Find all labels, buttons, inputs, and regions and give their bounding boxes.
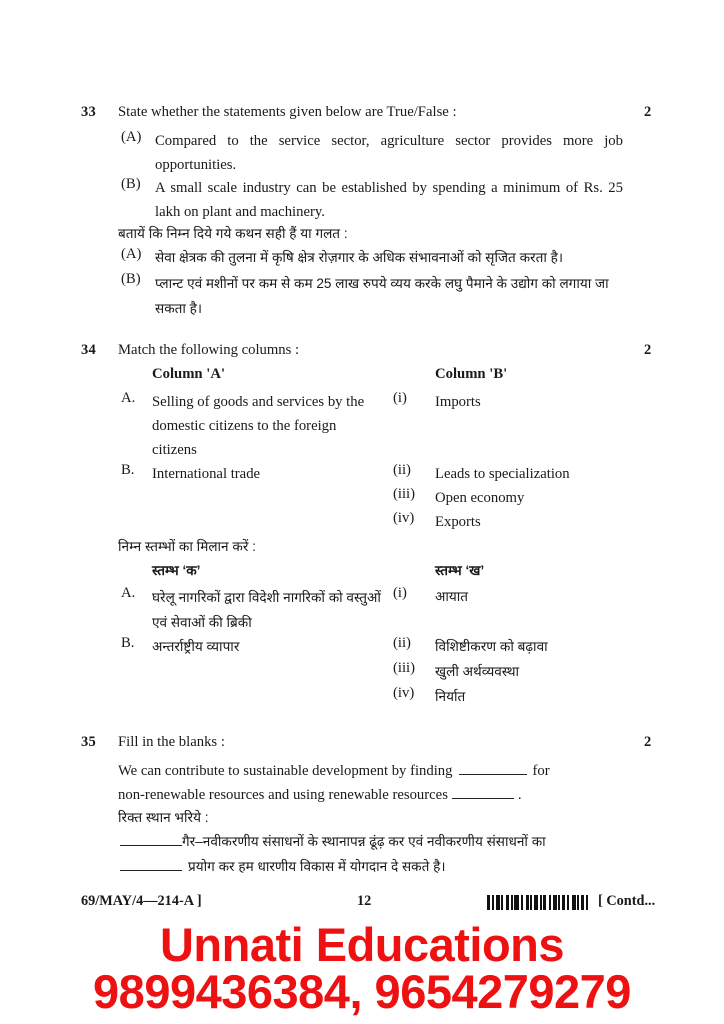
- question-34-col-b-item-2-text-hi: विशिष्टीकरण को बढ़ावा: [435, 639, 548, 654]
- question-35-line-1-text-a: We can contribute to sustainable development by finding: [118, 763, 453, 779]
- question-35-line-2-text-b: .: [517, 787, 522, 803]
- question-34-col-a-item-2-label-hi: B.: [121, 635, 135, 651]
- question-34-col-b-item-2-label-en: (ii): [393, 462, 411, 478]
- question-33-title-en: State whether the statements given below are True/False :: [118, 104, 457, 120]
- question-33-marks: 2: [644, 104, 652, 120]
- question-35-line-1-text-b: for: [532, 763, 550, 779]
- question-35-blank-3: [120, 833, 182, 846]
- question-33-item-b-text-en: A small scale industry can be established by spending a minimum of Rs. 25 lakh on plant and machinery.: [155, 180, 623, 220]
- question-35-line-2-hi-text: प्रयोग कर हम धारणीय विकास में योगदान दे सकते है।: [188, 859, 446, 874]
- question-35-body-line-1-hi: [120, 830, 625, 854]
- question-33-item-b-text-hi: प्लान्ट एवं मशीनों पर कम से कम 25 लाख रुपये व्यय करके लघु पैमाने के उद्योग को लगाया जा सकता है।: [155, 276, 609, 316]
- question-35-line-1-hi-text: गैर–नवीकरणीय संसाधनों के स्थानापन्न ढूंढ़ कर एवं नवीकरणीय संसाधनों का: [182, 834, 546, 849]
- question-33-item-a-text-hi: सेवा क्षेत्रक की तुलना में कृषि क्षेत्र रोज़गार के अधिक संभावनाओं को सृजित करता है।: [155, 250, 563, 265]
- question-34-col-b-item-2-text-en: Leads to specialization: [435, 466, 570, 482]
- question-34-col-b-item-4-text-hi: निर्यात: [435, 689, 466, 704]
- question-34-col-a-item-2-text-en: International trade: [152, 466, 261, 482]
- watermark-institute-name: Unnati Educations: [159, 918, 565, 971]
- question-35-number: 35: [81, 734, 96, 750]
- question-34-col-b-item-3-text-hi: खुली अर्थव्यवस्था: [435, 664, 520, 679]
- question-34-number: 34: [81, 342, 96, 358]
- question-35-blank-1: [459, 762, 527, 775]
- question-34-col-b-item-4-label-hi: (iv): [393, 685, 415, 701]
- question-35-blank-4: [120, 858, 182, 871]
- contd-label: [ Contd...: [598, 893, 656, 909]
- question-35-body-line-1-en: [118, 759, 623, 783]
- question-34-col-a-item-1-label-en: A.: [121, 390, 136, 406]
- question-35-title-hi: रिक्त स्थान भरिये :: [118, 810, 209, 825]
- question-34-col-a-item-1-text-en: Selling of goods and services by the domestic citizens to the foreign citizens: [152, 394, 365, 458]
- watermark-phone-numbers: 9899436384, 9654279279: [93, 965, 631, 1018]
- question-33-item-b-label-hi: (B): [121, 271, 141, 287]
- paper-code: 69/MAY/4—214-A ]: [81, 893, 202, 909]
- barcode: [487, 895, 591, 910]
- question-33-number: 33: [81, 104, 96, 120]
- question-35-body-line-2-en: [118, 783, 623, 807]
- question-33-item-a-label-en: (A): [121, 129, 142, 145]
- page-number: 12: [357, 893, 372, 909]
- question-34-col-b-item-4-label-en: (iv): [393, 510, 415, 526]
- question-34-col-b-item-2-label-hi: (ii): [393, 635, 411, 651]
- question-34-col-b-item-4-text-en: Exports: [435, 514, 481, 530]
- question-34-title-hi: निम्न स्तम्भों का मिलान करें :: [118, 539, 256, 554]
- question-34-col-b-item-1-label-hi: (i): [393, 585, 407, 601]
- question-33-item-a-text-en: Compared to the service sector, agriculture sector provides more job opportunities.: [155, 133, 623, 173]
- question-34-column-b-header-hi: स्तम्भ ‘ख’: [435, 563, 485, 578]
- question-34-col-b-item-3-label-hi: (iii): [393, 660, 416, 676]
- question-34-col-b-item-3-label-en: (iii): [393, 486, 416, 502]
- question-33-item-a-label-hi: (A): [121, 246, 142, 262]
- question-34-col-b-item-1-label-en: (i): [393, 390, 407, 406]
- question-35-line-2-text-a: non-renewable resources and using renewable resources: [118, 787, 448, 803]
- question-33-item-b-label-en: (B): [121, 176, 141, 192]
- question-34-col-a-item-1-text-hi: घरेलू नागरिकों द्वारा विदेशी नागरिकों को वस्तुओं एवं सेवाओं की ब्रिकी: [152, 590, 381, 630]
- question-34-col-a-item-2-text-hi: अन्तर्राष्ट्रीय व्यापार: [152, 639, 240, 654]
- question-34-col-b-item-1-text-hi: आयात: [435, 589, 469, 604]
- question-34-col-b-item-3-text-en: Open economy: [435, 490, 525, 506]
- question-34-col-b-item-1-text-en: Imports: [435, 394, 481, 410]
- question-34-marks: 2: [644, 342, 652, 358]
- question-34-column-b-header-en: Column 'B': [435, 366, 508, 382]
- question-34-title-en: Match the following columns :: [118, 342, 300, 358]
- question-35-marks: 2: [644, 734, 652, 750]
- question-35-body-line-2-hi: [120, 855, 625, 879]
- question-34-col-a-item-2-label-en: B.: [121, 462, 135, 478]
- question-35-blank-2: [452, 786, 514, 799]
- page-footer: [0, 893, 724, 915]
- question-34-col-a-item-1-label-hi: A.: [121, 585, 136, 601]
- question-33-title-hi: बतायें कि निम्न दिये गये कथन सही हैं या गलत :: [118, 226, 348, 241]
- question-34-column-a-header-hi: स्तम्भ ‘क’: [152, 563, 201, 578]
- question-35-title-en: Fill in the blanks :: [118, 734, 225, 750]
- question-34-column-a-header-en: Column 'A': [152, 366, 226, 382]
